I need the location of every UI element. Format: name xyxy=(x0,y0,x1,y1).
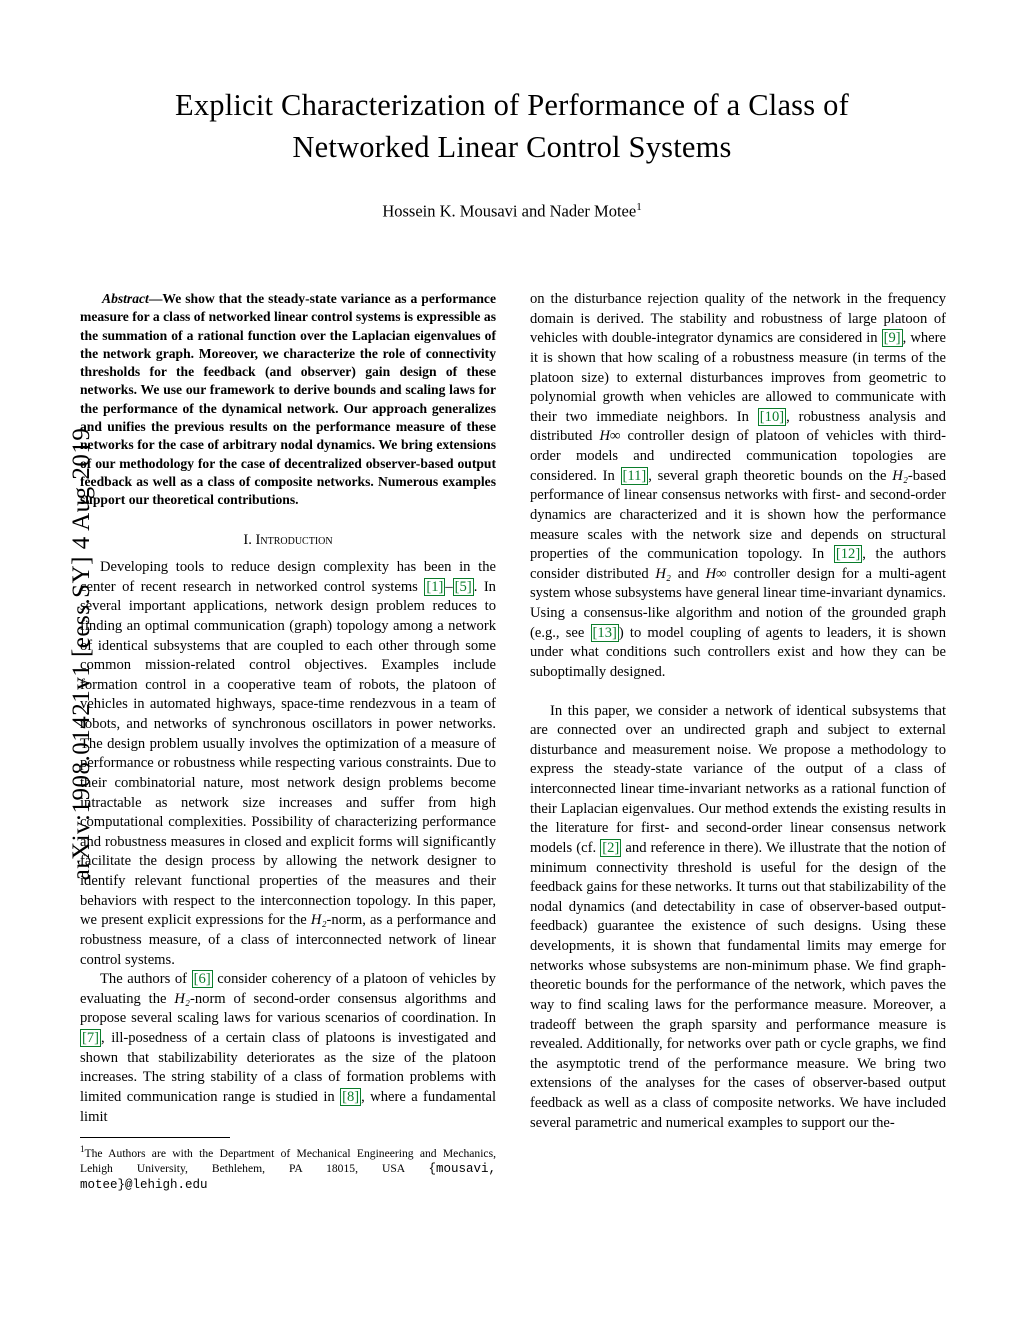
citation-link-9[interactable]: [9] xyxy=(883,330,901,347)
math-h2-norm: H₂ xyxy=(892,467,908,484)
math-hinf-norm: H∞ xyxy=(705,565,727,582)
math-hinf-norm: H∞ xyxy=(599,428,621,445)
citation-link-12[interactable]: [12] xyxy=(835,546,861,563)
text-run: , several graph theoretic bounds on the xyxy=(648,467,893,484)
two-column-body xyxy=(80,290,946,1194)
abstract-text: —We show that the steady-state variance as a performance measure for a class of networked linear control systems is expressible as the summation of a rational function over the Laplacian eigenvalues of the network graph. Moreover, we characterize the role of connectivity thresholds for the feedback (and observer) gain design of these networks. We use our framework to derive bounds and scaling laws for the performance of the dynamical network. Our approach generalizes and unifies the previous results on the performance measure of these networks for the case of arbitrary nodal dynamics. We bring extensions of our methodology for the case of decentralized observer-based output feedback as well as a class of composite networks. Numerous examples support our theoretical contributions. xyxy=(80,291,496,508)
page-title: Explicit Characterization of Performance of a Class of Networked Linear Control Systems xyxy=(175,88,849,165)
text-run: controller design for a multi-agent system whose subsystems have general linear time-invariant dynamics. Using a consensus-like algorithm and notion of the grounded graph (e.g., see xyxy=(530,565,946,641)
math-h2-norm: H₂ xyxy=(310,912,327,929)
abstract-label: Abstract xyxy=(102,291,149,306)
footnote-email-part-2: motee}@lehigh.edu xyxy=(80,1178,208,1193)
text-run: and reference in there). We illustrate that the notion of minimum connectivity threshold is useful for the design of the feedback gains for these networks. It turns out that stabilizability of the nodal dynamics (and detectability in case of observer-based output-feedback) guarantee the existence of such designs. Using these developments, it is shown that fundamental limits may emerge for networks whose subsystems are non-minimum phase. We find graph-theoretic bounds for the performance of the network, which paves the way to find scaling laws for the performance measure. Moreover, a tradeoff between the graph sparsity and performance measure is revealed. Additionally, for networks over path or cycle graphs, we find the asymptotic trend of the performance measure. We bring two extensions of the analyses for the cases of observer-based output feedback as well as a class of composite networks. We have included several parametric and numerical examples to support our the- xyxy=(530,839,946,1131)
author-list xyxy=(80,201,944,222)
text-run: The authors of xyxy=(100,971,192,988)
section-heading-introduction: I. Introduction xyxy=(243,532,333,549)
abstract-block xyxy=(80,290,496,509)
text-run: consider coherency of a platoon of vehicles by evaluating the xyxy=(80,971,496,1007)
paper-header xyxy=(80,84,944,222)
text-run: , where it is shown that how scaling of a robustness measure (in terms of the platoon size) to external disturbances improves from geometric to polynomial growth when vehicles are allowed to communicate with their two immediate neighbors. In xyxy=(530,330,946,425)
math-h2-norm: H₂ xyxy=(174,990,190,1007)
citation-link-2[interactable]: [2] xyxy=(602,839,620,856)
author-names: Hossein K. Mousavi and Nader Motee xyxy=(382,201,637,221)
text-run: – xyxy=(445,578,453,595)
citation-link-13[interactable]: [13] xyxy=(592,624,617,641)
citation-link-6[interactable]: [6] xyxy=(193,971,211,988)
footnote-divider xyxy=(80,1137,230,1138)
footnote-marker: 1 xyxy=(80,1144,85,1155)
footnote-affiliation xyxy=(80,1144,496,1193)
citation-link-1[interactable]: [1] xyxy=(426,578,444,595)
text-run: , where a fundamental limit xyxy=(80,1088,496,1125)
left-column xyxy=(80,290,496,1194)
text-run: In this paper, we consider a network of identical subsystems that are connected over an undirected graph and subject to external disturbance and measurement noise. We propose a methodology to express the steady-state variance of the output of a class of interconnected linear time-invariant networks as a rational function of their Laplacian eigenvalues. Our method extends the existing results in the literature for first- and second-order linear consensus network models (cf. xyxy=(530,702,946,856)
text-run: -norm, as a performance and robustness measure, of a class of interconnected network of linear control systems. xyxy=(80,912,496,968)
citation-link-8[interactable]: [8] xyxy=(342,1088,360,1105)
text-run: controller design of platoon of vehicles with third-order models and undirected communication topologies are considered. In xyxy=(530,428,946,484)
citation-link-11[interactable]: [11] xyxy=(622,467,647,484)
text-run: ) to model coupling of agents to leaders, it is shown under what conditions such controllers exist and how they can be suboptimally designed. xyxy=(530,624,946,680)
text-run: , ill-posedness of a certain class of platoons is investigated and shown that stabilizability deteriorates as the size of the platoon increases. The string stability of a class of formation problems with limited communication range is studied in xyxy=(80,1030,496,1105)
text-run: , robustness analysis and distributed xyxy=(530,408,946,445)
text-run: and xyxy=(671,565,706,582)
citation-link-5[interactable]: [5] xyxy=(454,578,472,595)
author-footnote-marker: 1 xyxy=(636,201,642,214)
citation-link-10[interactable]: [10] xyxy=(759,408,785,425)
text-run: , the authors consider distributed xyxy=(530,546,946,582)
right-column xyxy=(530,290,946,1194)
paragraph-intro-4 xyxy=(530,702,946,1134)
citation-link-7[interactable]: [7] xyxy=(82,1030,100,1046)
paragraph-intro-1 xyxy=(80,558,496,970)
text-run: on the disturbance rejection quality of the network in the frequency domain is derived. The stability and robustness of large platoon of vehicles with double-integrator dynamics are considered in xyxy=(530,291,946,347)
paragraph-intro-3 xyxy=(530,290,946,683)
text-run: . In several important applications, network design problem reduces to finding an optimal communication (graph) topology among a network of identical subsystems that are coupled to each other through some common mission-related control objectives. Examples include formation control in a cooperative team of robots, the platoon of vehicles in automated highways, space-time rendezvous in a team of robots, and networks of synchronous oscillators in power networks. The design problem usually involves the optimization of a measure of performance or robustness while respecting various constraints. Due to their combinatorial nature, most network design problems become intractable as network size increases and suffer from high computational complexities. Possibility of characterizing performance and robustness measures in closed and explicit forms will significantly facilitate the design process by allowing the network designer to identify relevant functional properties of the measures and their behaviors with respect to the interconnection topology. In this paper, we present explicit expressions for the xyxy=(80,578,496,929)
text-run: The Authors are with the Department of Mechanical Engineering and Mechanics, Lehigh University, Bethlehem, PA 18015, USA xyxy=(80,1146,496,1176)
text-run: -based performance of linear consensus networks with first- and second-order dynamics are characterized and it is shown how the performance measure scales with the network size and depends on structural properties of the communication topology. In xyxy=(530,467,946,563)
math-h2-norm: H₂ xyxy=(655,565,672,582)
text-run: Developing tools to reduce design complexity has been in the center of recent research in networked control systems xyxy=(80,559,496,595)
text-run: -norm of second-order consensus algorithms and propose several scaling laws for various scenarios of coordination. In xyxy=(80,990,496,1027)
arxiv-identifier-stamp: arXiv:1908.01421v1 [eess.SY] 4 Aug 2019 xyxy=(68,427,95,881)
paragraph-intro-2 xyxy=(80,970,496,1127)
footnote-email-part-1: {mousavi, xyxy=(428,1162,496,1177)
